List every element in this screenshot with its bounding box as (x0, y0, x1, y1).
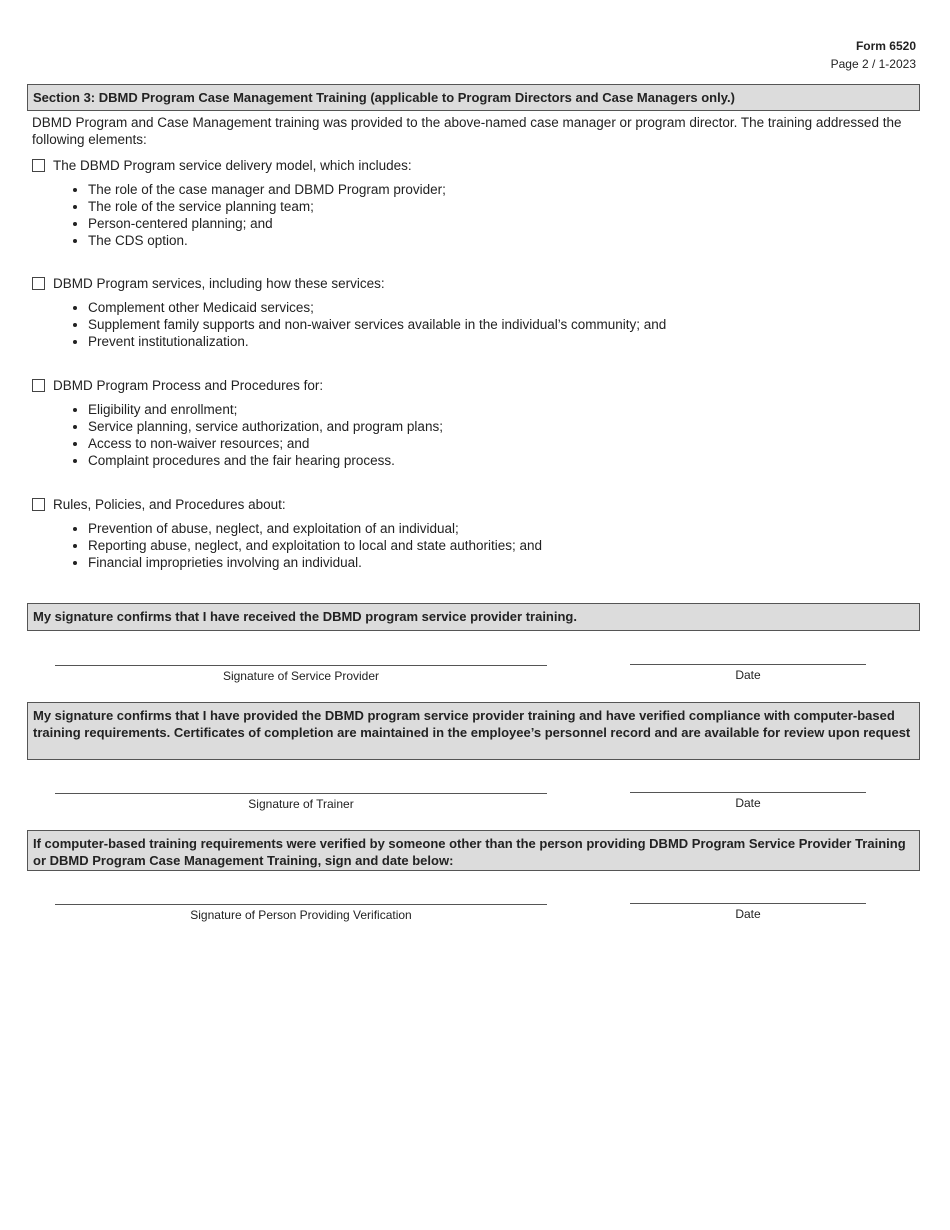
list-item: • Reporting abuse, neglect, and exploitation to local and state authorities; and (88, 537, 912, 554)
list-item: • Supplement family supports and non-waiver services available in the individual’s community; and (88, 316, 912, 333)
list-item: • Financial improprieties involving an individual. (88, 554, 912, 571)
training-group-rules-policies (32, 495, 912, 571)
service-delivery-checkbox[interactable] (32, 159, 45, 172)
group-label: The DBMD Program service delivery model, which includes: (53, 157, 412, 173)
list-item: • Service planning, service authorization, and program plans; (88, 418, 912, 435)
bullet-list (32, 520, 912, 571)
group-label: DBMD Program Process and Procedures for: (53, 377, 324, 393)
list-item: • The role of the case manager and DBMD Program provider; (88, 181, 912, 198)
service-provider-date-line[interactable] (630, 664, 866, 665)
list-item: • The role of the service planning team; (88, 198, 912, 215)
trainer-date-label: Date (735, 796, 761, 810)
list-item: • Complaint procedures and the fair hearing process. (88, 452, 912, 469)
list-item: • Access to non-waiver resources; and (88, 435, 912, 452)
service-provider-date-label: Date (735, 668, 761, 682)
section-intro: DBMD Program and Case Management training was provided to the above-named case manager or program director. The training addressed the following elements: (32, 115, 902, 147)
group-label: DBMD Program services, including how these services: (53, 275, 385, 291)
service-provider-signature-label: Signature of Service Provider (222, 669, 380, 683)
group-label: Rules, Policies, and Procedures about: (53, 496, 286, 512)
verifier-signature-line[interactable] (55, 904, 547, 905)
bullet-list (32, 299, 912, 350)
list-item: • Prevention of abuse, neglect, and exploitation of an individual; (88, 520, 912, 537)
program-services-checkbox[interactable] (32, 277, 45, 290)
trainer-signature-label: Signature of Trainer (248, 797, 354, 811)
bullet-list (32, 181, 912, 249)
training-group-program-services (32, 274, 912, 350)
trainer-signature-line[interactable] (55, 793, 547, 794)
list-item: • The CDS option. (88, 232, 912, 249)
verifier-date-label: Date (735, 907, 761, 921)
list-item: • Prevent institutionalization. (88, 333, 912, 350)
list-item: • Complement other Medicaid services; (88, 299, 912, 316)
verifier-confirmation-statement: If computer-based training requirements were verified by someone other than the person providing DBMD Program Service Provider Training or DBMD Program Case Management Training, sign and date below: (27, 830, 920, 871)
verifier-date-line[interactable] (630, 903, 866, 904)
rules-policies-checkbox[interactable] (32, 498, 45, 511)
training-group-process-procedures (32, 376, 912, 469)
trainer-confirmation-statement: My signature confirms that I have provided the DBMD program service provider training and have verified compliance with computer-based training requirements. Certificates of completion are maintained in the employee’s personnel record and are available for review upon request (27, 702, 920, 760)
page-info: Page 2 / 1-2023 (830, 57, 916, 71)
list-item: • Eligibility and enrollment; (88, 401, 912, 418)
provider-confirmation-statement: My signature confirms that I have received the DBMD program service provider training. (27, 603, 920, 631)
training-group-service-delivery (32, 156, 912, 249)
verifier-signature-label: Signature of Person Providing Verification (190, 908, 412, 922)
trainer-date-line[interactable] (630, 792, 866, 793)
bullet-list (32, 401, 912, 469)
form-number: Form 6520 (855, 39, 916, 53)
process-procedures-checkbox[interactable] (32, 379, 45, 392)
section-3-title: Section 3: DBMD Program Case Management Training (applicable to Program Directors and Case Managers only.) (27, 84, 920, 111)
list-item: • Person-centered planning; and (88, 215, 912, 232)
service-provider-signature-line[interactable] (55, 665, 547, 666)
